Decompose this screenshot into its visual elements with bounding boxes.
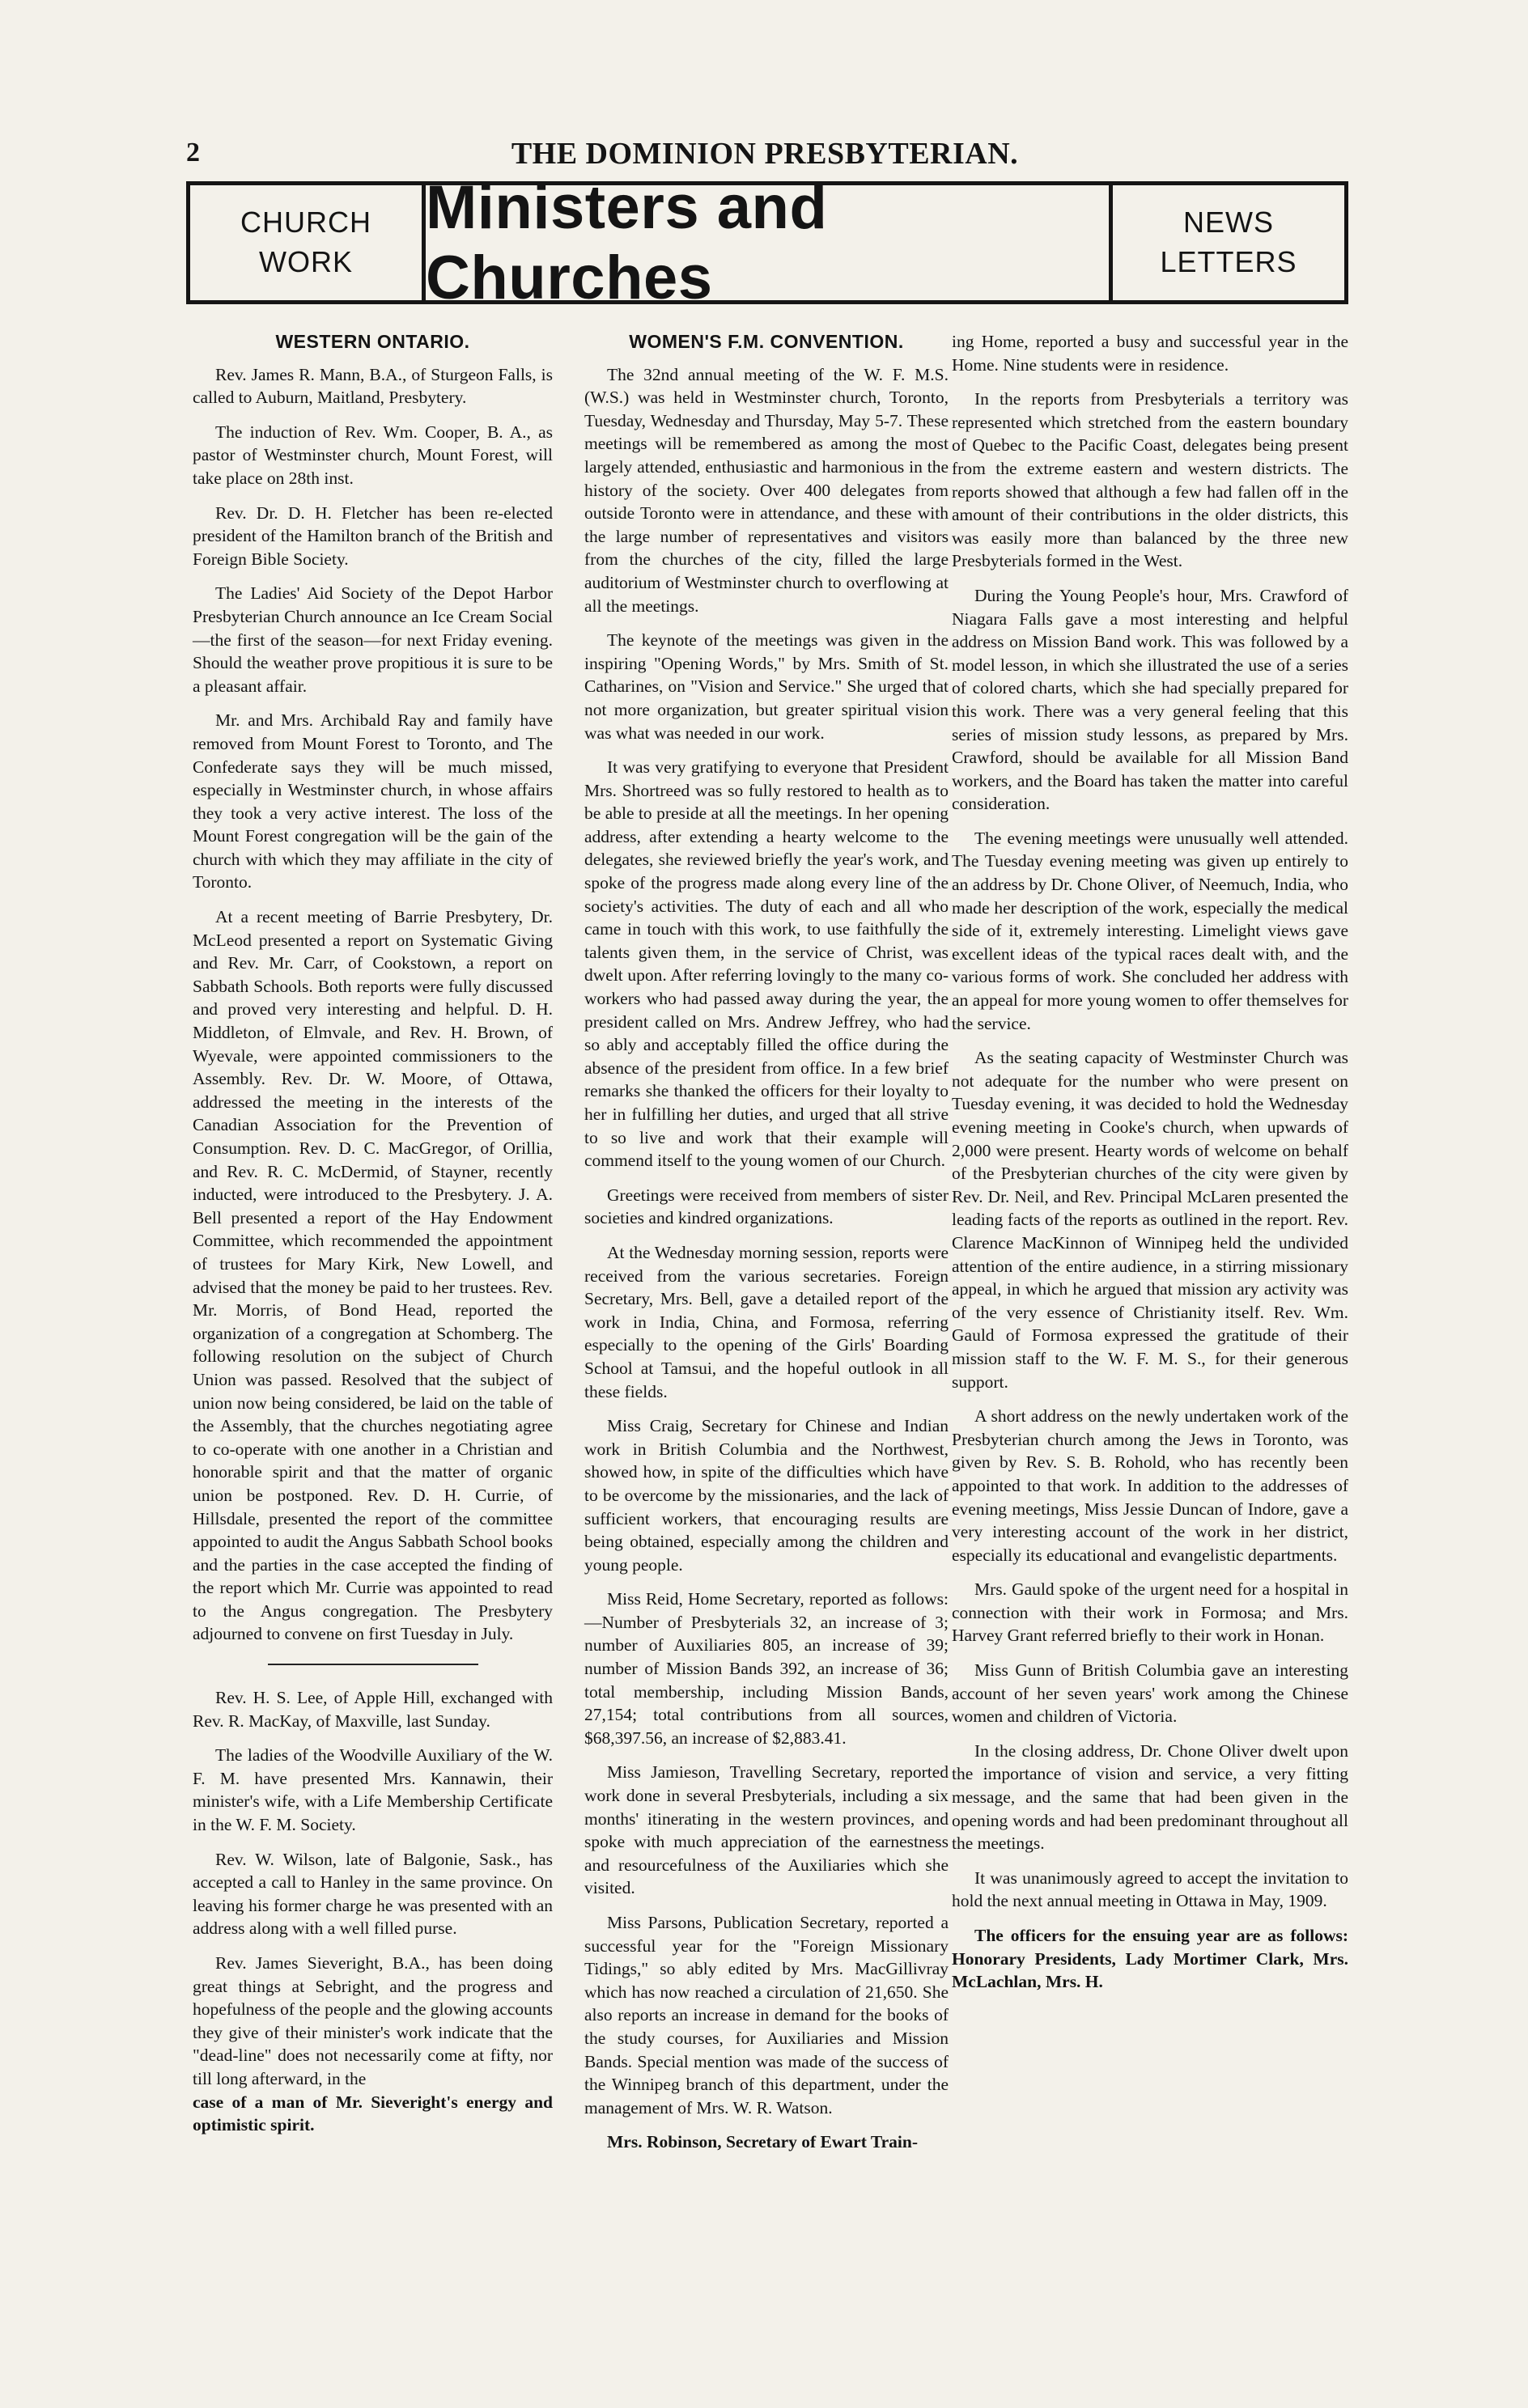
- divider-rule: [268, 1664, 478, 1665]
- news-item: Mr. and Mrs. Archibald Ray and family have removed from Mount Forest to Toronto, and The Confederate says they will be much missed, especially in Westminster church, in whose affairs they took a very active interest. The loss of the Mount Forest congregation will be the gain of the church with which they may affiliate in the city of Toronto.: [193, 710, 553, 892]
- article-paragraph: At the Wednesday morning session, reports were received from the various secretaries. Foreign Secretary, Mrs. Bell, gave a detailed report of the work in India, China, and Formosa, referring especially to the opening of the Girls' Boarding School at Tamsui, and the hopeful outlook in all these fields.: [584, 1242, 949, 1401]
- article-paragraph: In the reports from Presbyterials a territory was represented which stretched from the eastern boundary of Quebec to the Pacific Coast, delegates being present from the extreme eastern and western districts. The reports showed that although a few had fallen off in the amount of their contributions in the older districts, this was easily more than balanced by the three new Presbyterials formed in the West.: [952, 389, 1348, 571]
- page-header: [178, 136, 1352, 176]
- column-heading: WESTERN ONTARIO.: [275, 331, 470, 352]
- news-item: Rev. James Sieveright, B.A., has been doing great things at Sebright, and the progress and hopefulness of the people and the glowing accounts they give of their minister's work indicate that the "dead-line" does not necessarily come at fifty, nor till long afterward, in the: [193, 1953, 553, 2088]
- article-paragraph: During the Young People's hour, Mrs. Crawford of Niagara Falls gave a most interesting and helpful address on Mission Band work. This was followed by a model lesson, in which she illustrated the use of a series of colored charts, which she had specially prepared for this work. There was a very general feeling that this series of mission study lessons, as prepared by Mrs. Crawford, should be available for all Mission Band workers, and the Board has taken the matter into careful consideration.: [952, 585, 1348, 814]
- column-womens-fm-convention: [584, 330, 949, 2165]
- article-paragraph: It was unanimously agreed to accept the invitation to hold the next annual meeting in Ottawa in May, 1909.: [952, 1867, 1348, 1911]
- banner-left-box: [190, 185, 426, 300]
- article-paragraph: It was very gratifying to everyone that President Mrs. Shortreed was so fully restored to health as to be able to preside at all the meetings. In her opening address, after extending a hearty welcome to the delegates, she reviewed briefly the year's work, and spoke of the progress made along every line of the society's activities. The duty of each and all who came in touch with this work, to use faithfully the talents given them, in the service of Christ, was dwelt upon. After referring lovingly to the many co-workers who had passed away during the year, the president called on Mrs. Andrew Jeffrey, who had so ably and acceptably filled the office during the absence of the president from office. In a few brief remarks she thanked the officers for their loyalty to her in fulfilling her duties, and urged that all strive to so live and work that their example will commend itself to the young women of our Church.: [584, 757, 949, 1171]
- page-number: 2: [186, 138, 200, 167]
- article-paragraph: Miss Gunn of British Columbia gave an interesting account of her seven years' work among the Chinese women and children of Victoria.: [952, 1660, 1348, 1727]
- news-item: Rev. James R. Mann, B.A., of Sturgeon Falls, is called to Auburn, Maitland, Presbytery.: [193, 364, 553, 408]
- article-paragraph: Miss Parsons, Publication Secretary, reported a successful year for the "Foreign Missionary Tidings," so ably edited by Mrs. MacGillivray which has now reached a circulation of 21,650. She also reports an increase in demand for the books of the study courses, for Auxiliaries and Mission Bands. Special mention was made of the success of the Winnipeg branch of this department, under the management of Mrs. W. R. Watson.: [584, 1913, 949, 2118]
- news-item: At a recent meeting of Barrie Presbytery, Dr. McLeod presented a report on Systematic Giving and Rev. Mr. Carr, of Cookstown, a report on Sabbath Schools. Both reports were fully discussed and proved very interesting and helpful. D. H. Middleton, of Elmvale, and Rev. H. Brown, of Wyevale, were appointed commissioners to the Assembly. Rev. Dr. W. Moore, of Ottawa, addressed the meeting in the interests of the Canadian Association for the Prevention of Consumption. Rev. D. C. MacGregor, of Orillia, and Rev. R. C. McDermid, of Stayner, recently inducted, were introduced to the Presbytery. J. A. Bell presented a report of the Hay Endowment Committee, which recommended the appointment of trustees for Mary Kirk, New Lowell, and advised that the money be paid to her trustees. Rev. Mr. Morris, of Bond Head, reported the organization of a congregation at Schomberg. The following resolution on the subject of Church Union was passed. Resolved that the subject of union now being considered, be laid on the table of the Assembly, that the churches negotiating agree to co-operate with one another in a Christian and honorable spirit and that the matter of organic union be postponed. Rev. D. H. Currie, of Hillsdale, presented the report of the committee appointed to audit the Angus Sabbath School books and the parties in the case accepted the finding of the report which Mr. Currie was appointed to read to the Angus congregation. The Presbytery adjourned to convene on first Tuesday in July.: [193, 907, 553, 1644]
- article-paragraph: The evening meetings were unusually well attended. The Tuesday evening meeting was given up entirely to an address by Dr. Chone Oliver, of Neemuch, India, who made her description of the work, especially the medical side of it, extremely interesting. Limelight views gave excellent ideas of the typical races dealt with, and the various forms of work. She concluded her address with an appeal for more young women to offer themselves for the service.: [952, 828, 1348, 1033]
- article-paragraph: In the closing address, Dr. Chone Oliver dwelt upon the importance of vision and service, a very fitting message, and the same that had been given in the opening words and had been predominant throughout all the meetings.: [952, 1740, 1348, 1854]
- news-item: The Ladies' Aid Society of the Depot Harbor Presbyterian Church announce an Ice Cream Social—the first of the season—for next Friday evening. Should the weather prove propitious it is sure to be a pleasant affair.: [193, 583, 553, 696]
- banner-left-line1: CHURCH: [240, 206, 371, 240]
- news-item: Rev. W. Wilson, late of Balgonie, Sask., has accepted a call to Hanley in the same province. On leaving his former charge he was presented with an address along with a well filled purse.: [193, 1849, 553, 1939]
- article-paragraph: The 32nd annual meeting of the W. F. M.S. (W.S.) was held in Westminster church, Toronto, Tuesday, Wednesday and Thursday, May 5-7. These meetings will be remembered as among the most largely attended, enthusiastic and harmonious in the history of the society. Over 400 delegates from outside Toronto were in attendance, and these with the large number of representatives and visitors from the churches of the city, filled the large auditorium of Westminster church to overflowing at all the meetings.: [584, 364, 949, 616]
- news-item: Rev. H. S. Lee, of Apple Hill, exchanged with Rev. R. MacKay, of Maxville, last Sunday.: [193, 1688, 553, 1731]
- article-paragraph: A short address on the newly undertaken work of the Presbyterian church among the Jews in Toronto, was given by Rev. S. B. Rohold, who has recently been appointed to that work. In addition to the addresses of evening meetings, Miss Jessie Duncan of Indore, gave a very interesting account of the work in her district, especially its educational and evangelistic departments.: [952, 1406, 1348, 1565]
- article-paragraph: Miss Reid, Home Secretary, reported as follows:—Number of Presbyterials 32, an increase of 3; number of Auxiliaries 805, an increase of 39; number of Mission Bands 392, an increase of 36; total membership, including Mission Bands, 27,154; total contributions from all sources, $68,397.56, an increase of $2,883.41.: [584, 1589, 949, 1748]
- article-paragraph: ing Home, reported a busy and successful year in the Home. Nine students were in residence.: [952, 332, 1348, 375]
- article-paragraph: Miss Jamieson, Travelling Secretary, reported work done in several Presbyterials, including a six months' itinerating in the western provinces, and spoke with much appreciation of the earnestness and resourcefulness of the Auxiliaries which she visited.: [584, 1762, 949, 1898]
- banner-right-line2: LETTERS: [1160, 245, 1297, 278]
- news-item: The induction of Rev. Wm. Cooper, B. A., as pastor of Westminster church, Mount Forest, will take place on 28th inst.: [193, 422, 553, 488]
- article-paragraph: Greetings were received from members of sister societies and kindred organizations.: [584, 1185, 949, 1228]
- banner-right-line1: NEWS: [1183, 206, 1274, 240]
- article-paragraph: As the seating capacity of Westminster Church was not adequate for the number who were present on Tuesday evening, it was decided to hold the Wednesday evening meeting in Cooke's church, when upwards of 2,000 were present. Hearty words of welcome on behalf of the Presbyterian churches of the city were given by Rev. Dr. Neil, and Rev. Principal McLaren presented the leading facts of the reports as outlined in the report. Rev. Clarence MacKinnon of Winnipeg held the undivided attention of the entire audience, in a stirring missionary appeal, in which he argued that mission ary activity was of the very essence of Christianity itself. Rev. Wm. Gauld of Formosa expressed the gratitude of their mission staff to the W. F. M. S., for their generous support.: [952, 1048, 1348, 1392]
- article-paragraph: Mrs. Robinson, Secretary of Ewart Train-: [607, 2132, 918, 2152]
- news-item-bold-ending: case of a man of Mr. Sieveright's energy and optimistic spirit.: [193, 2092, 553, 2135]
- news-item: The ladies of the Woodville Auxiliary of the W. F. M. have presented Mrs. Kannawin, their minister's wife, with a Life Membership Certificate in the W. F. M. Society.: [193, 1745, 553, 1835]
- news-item: Rev. Dr. D. H. Fletcher has been re-elected president of the Hamilton branch of the British and Foreign Bible Society.: [193, 502, 553, 569]
- article-paragraph: Miss Craig, Secretary for Chinese and Indian work in British Columbia and the Northwest, showed how, in spite of the difficulties which have to be overcome by the missionaries, and the lack of sufficient workers, that encouraging results are being obtained, especially among the children and young people.: [584, 1416, 949, 1575]
- article-paragraph: Mrs. Gauld spoke of the urgent need for a hospital in connection with their work in Formosa; and Mrs. Harvey Grant referred briefly to their work in Honan.: [952, 1579, 1348, 1646]
- banner-left-line2: WORK: [259, 245, 353, 278]
- publication-title: THE DOMINION PRESBYTERIAN.: [511, 137, 1019, 171]
- article-paragraph: The officers for the ensuing year are as follows: Honorary Presidents, Lady Mortimer Clark, Mrs. McLachlan, Mrs. H.: [952, 1926, 1348, 1992]
- article-paragraph: The keynote of the meetings was given in the inspiring "Opening Words," by Mrs. Smith of St. Catharines, on "Vision and Service." She urged that not more organization, but greater spiritual vision was what was needed in our work.: [584, 630, 949, 743]
- banner-title: Ministers and Churches: [426, 173, 828, 312]
- column-western-ontario: [193, 330, 553, 2148]
- column-heading: WOMEN'S F.M. CONVENTION.: [629, 331, 904, 352]
- column-convention-continued: [952, 330, 1348, 2005]
- section-banner: [186, 173, 1348, 312]
- banner-right-box: [1109, 185, 1344, 300]
